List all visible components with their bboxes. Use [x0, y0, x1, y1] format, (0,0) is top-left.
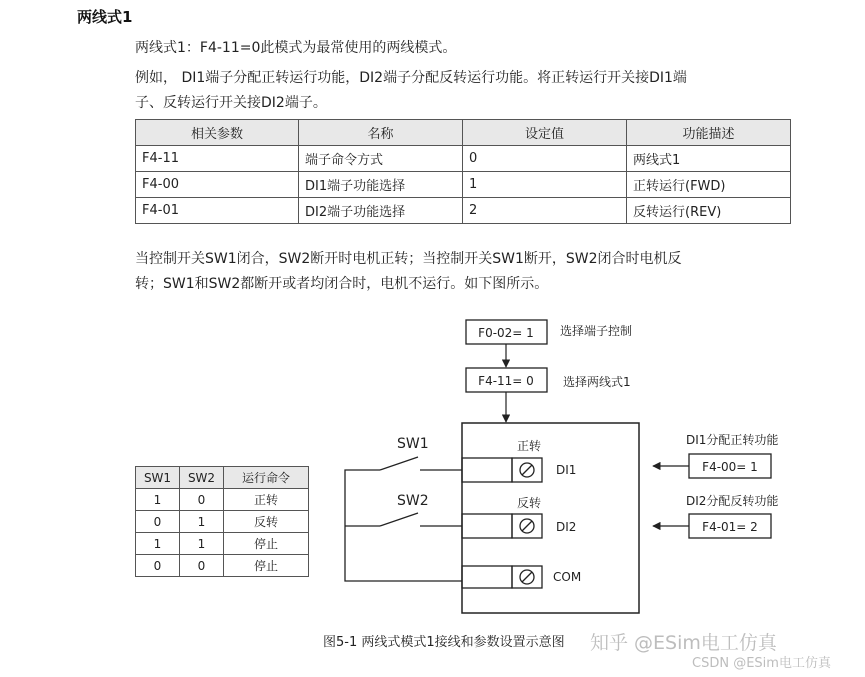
param-box-f4-11-text: F4-11= 0 — [478, 374, 534, 388]
switch-sw1-icon — [380, 457, 418, 470]
di2-label: DI2 — [556, 520, 577, 534]
terminal-com-slot — [462, 566, 512, 588]
table-cell: DI2端子功能选择 — [299, 198, 463, 224]
rev-label: 反转 — [517, 496, 542, 510]
table-cell: 1 — [180, 511, 224, 533]
explain-line-1: 当控制开关SW1闭合，SW2断开时电机正转；当控制开关SW1断开，SW2闭合时电机反 — [135, 251, 682, 267]
table-header: 功能描述 — [627, 120, 791, 146]
table-cell: 0 — [136, 511, 180, 533]
table-cell: DI1端子功能选择 — [299, 172, 463, 198]
table-cell: 0 — [180, 489, 224, 511]
table-cell: 1 — [136, 489, 180, 511]
param-box-f4-00-text: F4-00= 1 — [702, 460, 758, 474]
fwd-label: 正转 — [517, 439, 542, 453]
di1-label: DI1 — [556, 463, 577, 477]
intro-line-1: 两线式1：F4-11=0此模式为最常使用的两线模式。 — [135, 40, 457, 56]
table-cell: 反转运行(REV) — [627, 198, 791, 224]
table-cell: 正转运行(FWD) — [627, 172, 791, 198]
com-label: COM — [553, 570, 582, 584]
table-header: 运行命令 — [224, 467, 309, 489]
figure-caption: 图5-1 两线式模式1接线和参数设置示意图 — [323, 635, 565, 650]
sw2-label: SW2 — [397, 493, 429, 509]
table-header: 设定值 — [463, 120, 627, 146]
table-cell: 两线式1 — [627, 146, 791, 172]
table-cell: F4-01 — [136, 198, 299, 224]
table-header: SW1 — [136, 467, 180, 489]
csdn-watermark: CSDN @ESim电工仿真 — [692, 656, 831, 671]
table-cell: 0 — [180, 555, 224, 577]
di1-function-label: DI1分配正转功能 — [686, 433, 779, 447]
terminal-di2-slot — [462, 514, 512, 538]
screw-slot-icon — [522, 572, 532, 582]
table-cell: 停止 — [224, 533, 309, 555]
inverter-box — [462, 423, 639, 613]
table-header: SW2 — [180, 467, 224, 489]
table-cell: F4-00 — [136, 172, 299, 198]
table-cell: F4-11 — [136, 146, 299, 172]
table-cell: 端子命令方式 — [299, 146, 463, 172]
explain-line-2: 转；SW1和SW2都断开或者均闭合时，电机不运行。如下图所示。 — [135, 276, 549, 292]
table-header: 名称 — [299, 120, 463, 146]
table-cell: 反转 — [224, 511, 309, 533]
param-box-f4-01-text: F4-01= 2 — [702, 520, 758, 534]
table-cell: 0 — [463, 146, 627, 172]
table-cell: 正转 — [224, 489, 309, 511]
param-label-f0-02: 选择端子控制 — [560, 324, 633, 338]
intro-line-3: 子、反转运行开关接DI2端子。 — [135, 95, 327, 111]
param-box-f0-02-text: F0-02= 1 — [478, 326, 534, 340]
table-cell: 停止 — [224, 555, 309, 577]
switch-sw2-icon — [380, 513, 418, 526]
intro-line-2: 例如， DI1端子分配正转运行功能，DI2端子分配反转运行功能。将正转运行开关接DI1端 — [135, 70, 687, 86]
terminal-di1-slot — [462, 458, 512, 482]
table-cell: 1 — [180, 533, 224, 555]
table-cell: 0 — [136, 555, 180, 577]
screw-slot-icon — [522, 521, 532, 531]
param-label-f4-11: 选择两线式1 — [563, 375, 631, 389]
section-heading: 两线式1 — [77, 8, 133, 26]
screw-slot-icon — [522, 465, 532, 475]
table-header: 相关参数 — [136, 120, 299, 146]
table-cell: 1 — [463, 172, 627, 198]
di2-function-label: DI2分配反转功能 — [686, 494, 779, 508]
sw1-label: SW1 — [397, 436, 429, 452]
zhihu-watermark: 知乎 @ESim电工仿真 — [590, 632, 777, 654]
table-cell: 1 — [136, 533, 180, 555]
table-cell: 2 — [463, 198, 627, 224]
